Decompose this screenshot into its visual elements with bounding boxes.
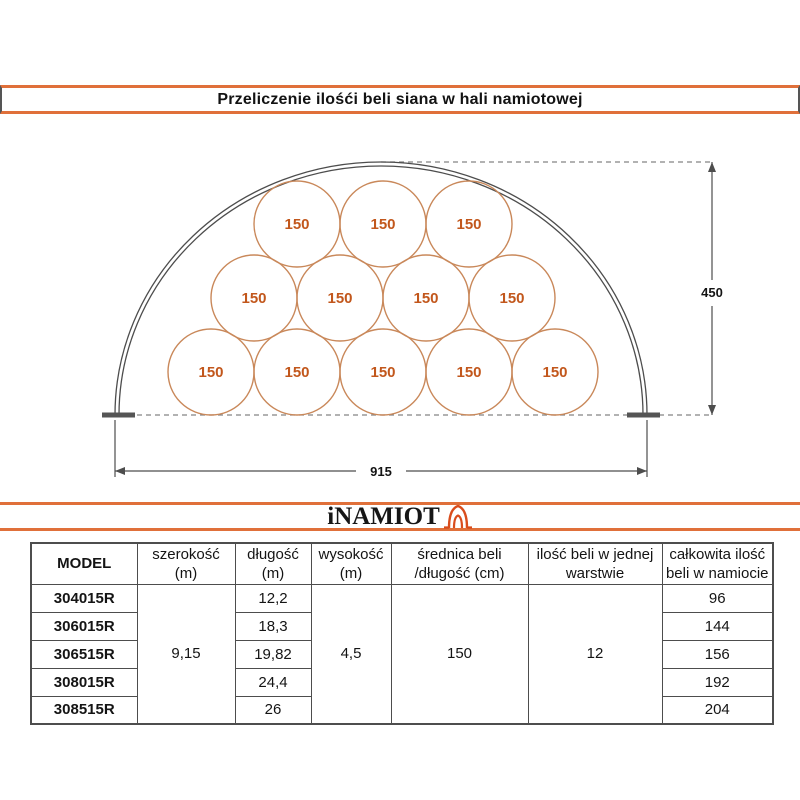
dlugosc-cell: 26 — [235, 696, 311, 724]
tent-diagram — [0, 130, 800, 490]
width-dimension — [115, 420, 647, 479]
table-row — [31, 584, 773, 612]
model-cell: 308515R — [31, 696, 137, 724]
bale-label: 150 — [370, 216, 396, 233]
title-bar — [0, 85, 800, 114]
width-dimension-label: 915 — [370, 464, 392, 479]
srednica-merged-cell: 150 — [391, 584, 528, 724]
model-cell: 306515R — [31, 640, 137, 668]
dlugosc-cell: 12,2 — [235, 584, 311, 612]
dlugosc-cell: 18,3 — [235, 612, 311, 640]
column-header-calkowita: całkowita ilość beli w namiocie — [662, 543, 773, 584]
column-header-ilosc-warstwa: ilość beli w jednej warstwie — [528, 543, 662, 584]
height-dimension — [701, 162, 723, 415]
column-header-model: MODEL — [31, 543, 137, 584]
model-cell: 306015R — [31, 612, 137, 640]
calkowita-cell: 204 — [662, 696, 773, 724]
calkowita-cell: 96 — [662, 584, 773, 612]
dlugosc-cell: 19,82 — [235, 640, 311, 668]
bale-label: 150 — [284, 364, 310, 381]
column-header-szerokosc: szerokość (m) — [137, 543, 235, 584]
bale-label: 150 — [327, 290, 353, 307]
logo-bar — [0, 502, 800, 531]
page-title: Przeliczenie ilośći beli siana w hali namiotowej — [217, 90, 583, 108]
bale-label: 150 — [284, 216, 310, 233]
bale-label: 150 — [456, 216, 482, 233]
table-header-row — [31, 543, 773, 584]
left-base-plate — [102, 413, 135, 418]
bale-label: 150 — [241, 290, 267, 307]
brand-logo — [327, 504, 473, 530]
bale-label: 150 — [542, 364, 568, 381]
bale-label: 150 — [413, 290, 439, 307]
bale-label: 150 — [370, 364, 396, 381]
model-cell: 308015R — [31, 668, 137, 696]
bale-label: 150 — [456, 364, 482, 381]
ilosc-warstwa-merged-cell: 12 — [528, 584, 662, 724]
right-base-plate — [627, 413, 660, 418]
model-cell: 304015R — [31, 584, 137, 612]
spec-table — [30, 542, 774, 725]
dlugosc-cell: 24,4 — [235, 668, 311, 696]
bale-label: 150 — [198, 364, 224, 381]
calkowita-cell: 156 — [662, 640, 773, 668]
wysokosc-merged-cell: 4,5 — [311, 584, 391, 724]
calkowita-cell: 192 — [662, 668, 773, 696]
logo-text: iNAMIOT — [327, 503, 440, 530]
tent-icon — [443, 504, 473, 530]
szerokosc-merged-cell: 9,15 — [137, 584, 235, 724]
column-header-dlugosc: długość (m) — [235, 543, 311, 584]
calkowita-cell: 144 — [662, 612, 773, 640]
height-dimension-label: 450 — [701, 285, 723, 300]
bale-label: 150 — [499, 290, 525, 307]
column-header-srednica: średnica beli /długość (cm) — [391, 543, 528, 584]
column-header-wysokosc: wysokość (m) — [311, 543, 391, 584]
